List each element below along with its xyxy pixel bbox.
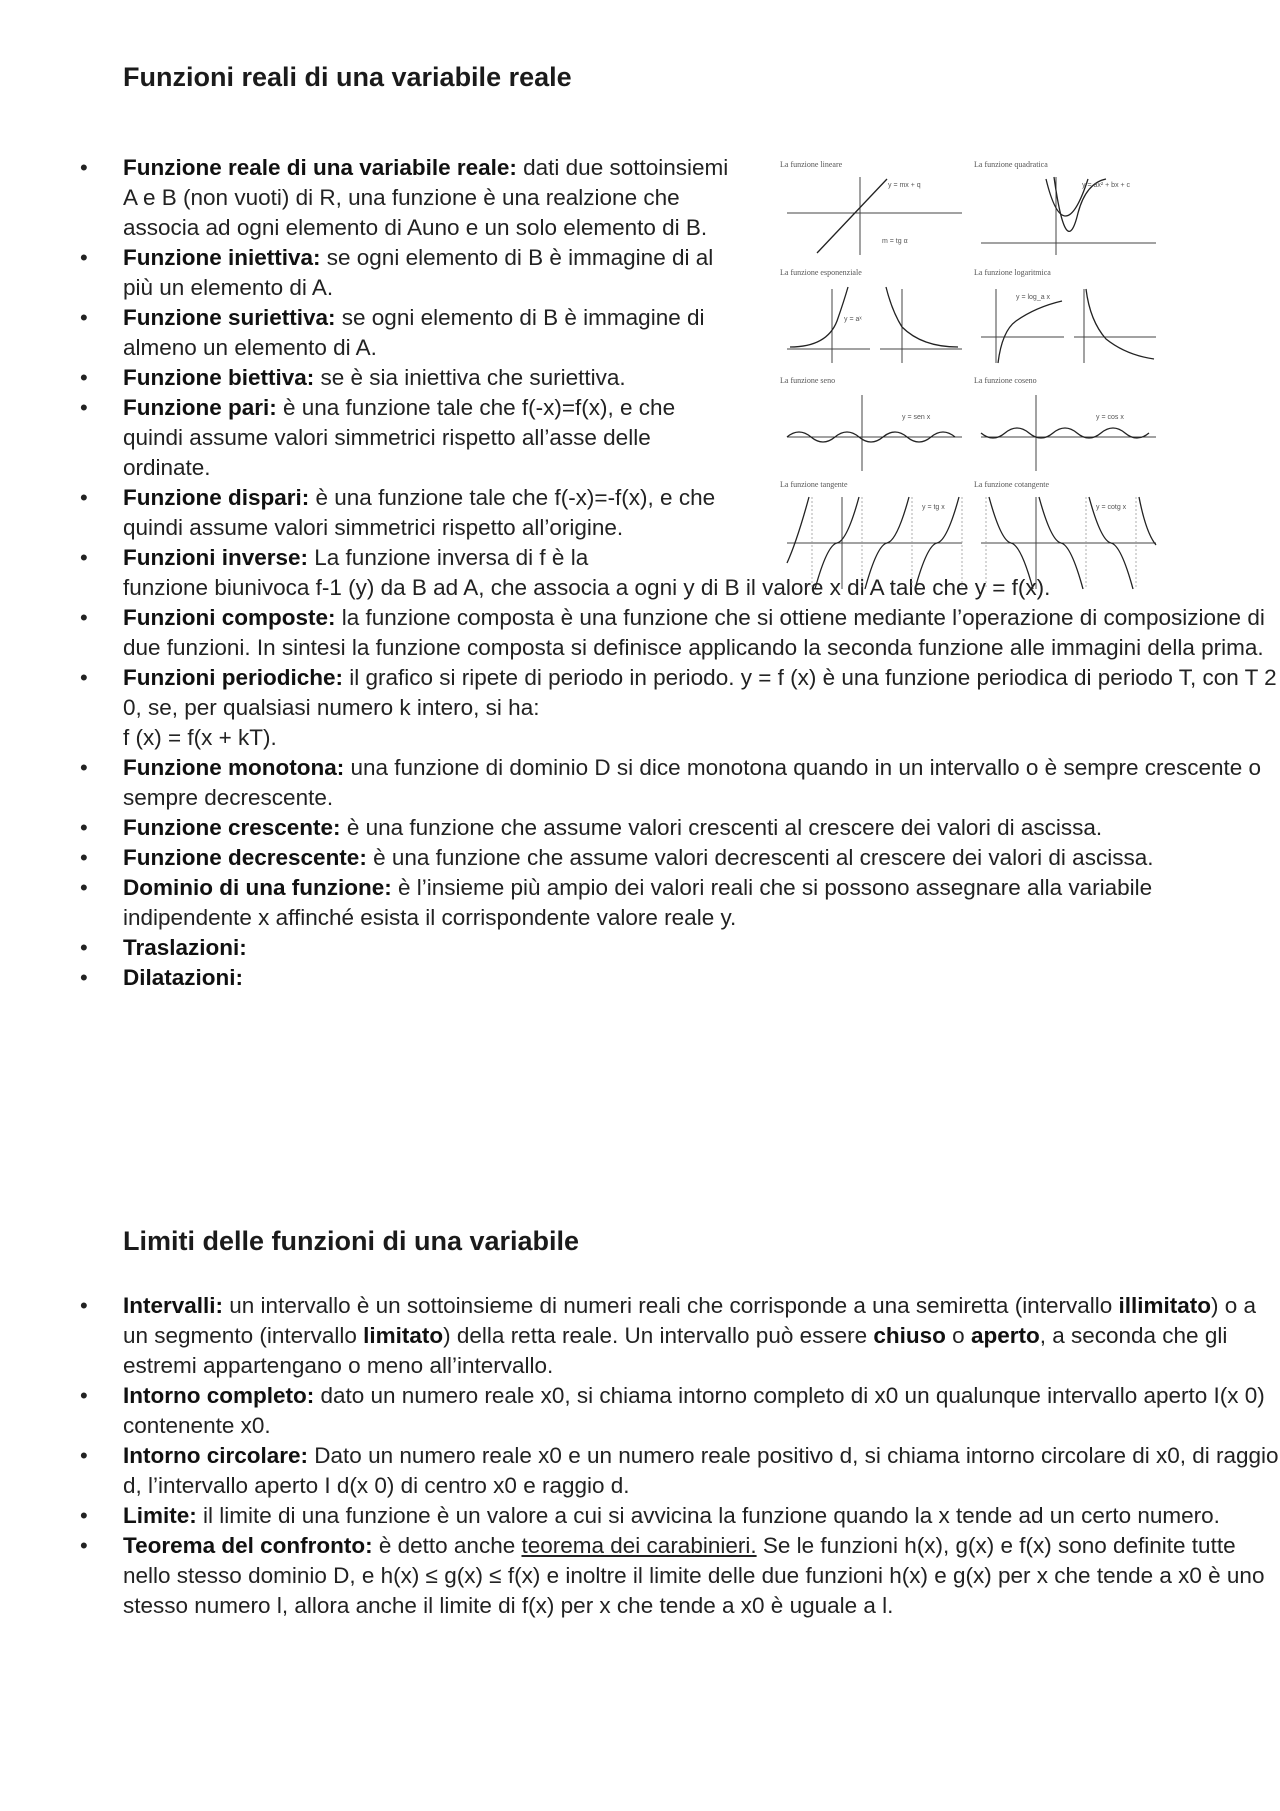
emphasis: chiuso: [873, 1323, 946, 1348]
section-title: Limiti delle funzioni di una variabile: [123, 1226, 580, 1256]
term: Dilatazioni:: [123, 965, 244, 990]
emphasis: aperto: [970, 1323, 1040, 1348]
definition: è l’insieme più ampio dei valori reali che si possono assegnare alla variabile indipendente x affinché esista il corrispondente valore reale y.: [123, 875, 1153, 930]
graph-label: y = tg x: [922, 504, 945, 511]
sine-graph-icon: [782, 389, 968, 475]
definition: o: [945, 1323, 971, 1348]
definition: ) o a un segmento (intervallo: [123, 1293, 1257, 1348]
definition: è detto anche: [372, 1533, 522, 1558]
bullet-icon: •: [80, 605, 88, 630]
definition: è una funzione che assume valori crescenti al crescere dei valori di ascissa.: [340, 815, 1103, 840]
term: Teorema del confronto:: [123, 1533, 373, 1558]
term: Funzione suriettiva:: [123, 305, 336, 330]
definition: una funzione di dominio D si dice monotona quando in un intervallo o è sempre crescente o sempre decrescente.: [123, 755, 1262, 810]
list-item: [0, 753, 1280, 813]
list-item: [0, 843, 1280, 873]
graph-label: y = cos x: [1096, 414, 1124, 421]
definition: un intervallo è un sottoinsieme di numeri reali che corrisponde a una semiretta (intervallo: [223, 1293, 1119, 1318]
term: Intorno completo:: [123, 1383, 315, 1408]
function-graphs-figure: [780, 160, 1162, 593]
formula: f (x) = f(x + kT).: [123, 725, 277, 750]
graph-caption: La funzione esponenziale: [780, 268, 862, 277]
graph-exponential: [780, 268, 968, 367]
graph-label: y = cotg x: [1096, 504, 1127, 511]
definition: La funzione inversa di f è la: [308, 545, 589, 570]
term: Funzione iniettiva:: [123, 245, 321, 270]
graph-sine: [780, 376, 968, 475]
term: Intorno circolare:: [123, 1443, 309, 1468]
definition: se è sia iniettiva che suriettiva.: [314, 365, 626, 390]
term: Dominio di una funzione:: [123, 875, 392, 900]
term: Funzione decrescente:: [123, 845, 367, 870]
graph-linear: [780, 160, 968, 259]
bullet-icon: •: [80, 1503, 88, 1528]
exponential-graph-icon: [782, 281, 968, 367]
emphasis: limitato: [363, 1323, 444, 1348]
graph-caption: La funzione logaritmica: [974, 268, 1051, 277]
tangent-graph-icon: [782, 493, 968, 591]
graph-label: m = tg α: [882, 238, 908, 245]
term: Funzione monotona:: [123, 755, 345, 780]
graph-caption: La funzione coseno: [974, 376, 1037, 385]
definition: dati due sottoinsiemi A e B (non vuoti) di R, una funzione è una realzione che associa ad ogni elemento di Auno e un solo elemento di B.: [123, 155, 729, 240]
bullet-icon: •: [80, 545, 88, 570]
list-item: [0, 933, 1280, 963]
list-item: [0, 1531, 1280, 1621]
list-item: [0, 1501, 1280, 1531]
linear-graph-icon: [782, 173, 968, 259]
bullet-icon: •: [80, 245, 88, 270]
definition: è una funzione tale che f(-x)=-f(x), e che quindi assume valori simmetrici rispetto all’origine.: [123, 485, 716, 540]
term: Intervalli:: [123, 1293, 224, 1318]
definition: , a seconda che gli estremi appartengano o meno all’intervallo.: [123, 1323, 1228, 1378]
list-item: [0, 663, 1280, 753]
graph-caption: La funzione seno: [780, 376, 836, 385]
graph-logarithmic: [974, 268, 1162, 367]
bullet-icon: •: [80, 665, 88, 690]
graph-caption: La funzione quadratica: [974, 160, 1048, 169]
term: Funzioni inverse:: [123, 545, 309, 570]
term: Funzione biettiva:: [123, 365, 315, 390]
term: Funzione pari:: [123, 395, 277, 420]
graph-caption: La funzione cotangente: [974, 480, 1050, 489]
term: Funzione dispari:: [123, 485, 310, 510]
parabola-graph-icon: [976, 173, 1162, 259]
graph-quadratic: [974, 160, 1162, 259]
list-item: [0, 813, 1280, 843]
page-title: Funzioni reali di una variabile reale: [123, 62, 572, 92]
list-item: [0, 1441, 1280, 1501]
definition: il grafico si ripete di periodo in periodo. y = f (x) è una funzione periodica di periodo T, con T 2 0, se, per qualsiasi numero k intero, si ha:: [123, 665, 1277, 720]
teorema-carabinieri-link[interactable]: teorema dei carabinieri.: [521, 1533, 757, 1558]
bullet-icon: •: [80, 965, 88, 990]
bullet-icon: •: [80, 485, 88, 510]
graph-caption: La funzione tangente: [780, 480, 848, 489]
bullet-icon: •: [80, 155, 88, 180]
bullet-icon: •: [80, 365, 88, 390]
bullet-icon: •: [80, 845, 88, 870]
limits-list: [0, 1291, 1280, 1621]
bullet-icon: •: [80, 1293, 88, 1318]
graph-cotangent: [974, 480, 1162, 593]
graph-cosine: [974, 376, 1162, 475]
definition: Dato un numero reale x0 e un numero reale positivo d, si chiama intorno circolare di x0, di raggio d, l’intervallo aperto I d(x 0) di centro x0 e raggio d.: [123, 1443, 1279, 1498]
cosine-graph-icon: [976, 389, 1162, 475]
bullet-icon: •: [80, 1533, 88, 1558]
bullet-icon: •: [80, 815, 88, 840]
definition: il limite di una funzione è un valore a cui si avvicina la funzione quando la x tende ad un certo numero.: [196, 1503, 1220, 1528]
graph-label: y = ax² + bx + c: [1082, 182, 1131, 189]
bullet-icon: •: [80, 935, 88, 960]
bullet-icon: •: [80, 395, 88, 420]
graph-label: y = aˣ: [844, 316, 862, 323]
graph-label: y = sen x: [902, 414, 931, 421]
definition: è una funzione che assume valori decrescenti al crescere dei valori di ascissa.: [366, 845, 1154, 870]
graph-caption: La funzione lineare: [780, 160, 843, 169]
term: Funzione crescente:: [123, 815, 341, 840]
list-item: [0, 1381, 1280, 1441]
list-item: [0, 873, 1280, 933]
emphasis: illimitato: [1118, 1293, 1211, 1318]
term: Traslazioni:: [123, 935, 247, 960]
definition-continued: funzione biunivoca f-1 (y) da B ad A, che associa a ogni y di B il valore x di A tale che y = f(x).: [123, 575, 1051, 600]
definition: dato un numero reale x0, si chiama intorno completo di x0 un qualunque intervallo aperto I(x 0) contenente x0.: [123, 1383, 1265, 1438]
list-item: [0, 603, 1280, 663]
definition: ) della retta reale. Un intervallo può essere: [443, 1323, 874, 1348]
term: Funzioni composte:: [123, 605, 336, 630]
term: Funzione reale di una variabile reale:: [123, 155, 517, 180]
bullet-icon: •: [80, 875, 88, 900]
graph-label: y = mx + q: [888, 182, 921, 189]
term: Limite:: [123, 1503, 197, 1528]
definition: se ogni elemento di B è immagine di al più un elemento di A.: [123, 245, 714, 300]
list-item: [0, 1291, 1280, 1381]
definition: la funzione composta è una funzione che si ottiene mediante l’operazione di composizione di due funzioni. In sintesi la funzione composta si definisce applicando la seconda funzione alle immagini della prima.: [123, 605, 1265, 660]
bullet-icon: •: [80, 1383, 88, 1408]
definition: è una funzione tale che f(-x)=f(x), e che quindi assume valori simmetrici rispetto all’asse delle ordinate.: [123, 395, 676, 480]
definition: Se le funzioni h(x), g(x) e f(x) sono definite tutte nello stesso dominio D, e h(x) ≤ g(x) ≤ f(x) e inoltre il limite delle due funzioni h(x) e g(x) per x che tende a x0 è uno stesso numero l, allora anche il limite di f(x) per x che tende a x0 è uguale a l.: [123, 1533, 1265, 1618]
definition: se ogni elemento di B è immagine di almeno un elemento di A.: [123, 305, 705, 360]
bullet-icon: •: [80, 755, 88, 780]
bullet-icon: •: [80, 1443, 88, 1468]
logarithm-graph-icon: [976, 281, 1162, 367]
graph-tangent: [780, 480, 968, 593]
graph-label: y = log_a x: [1016, 294, 1051, 301]
term: Funzioni periodiche:: [123, 665, 343, 690]
bullet-icon: •: [80, 305, 88, 330]
cotangent-graph-icon: [976, 493, 1162, 591]
list-item: [0, 963, 1280, 993]
